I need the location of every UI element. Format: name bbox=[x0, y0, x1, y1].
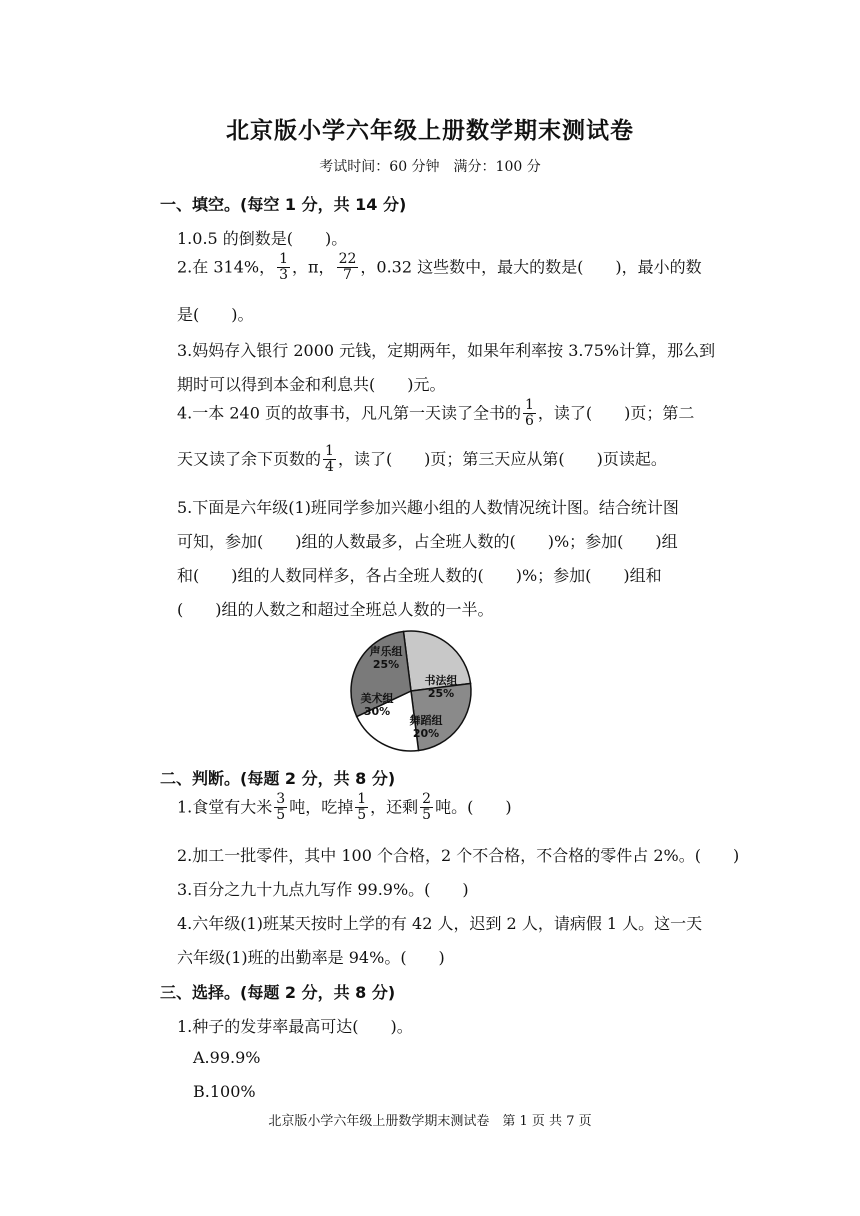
fraction-numerator: 1 bbox=[279, 251, 289, 267]
s1-question-1: 1.0.5 的倒数是( )。 bbox=[177, 229, 348, 248]
s2-question-2: 2.加工一批零件，其中 100 个合格，2 个不合格，不合格的零件占 2%。( ) bbox=[177, 846, 740, 865]
fraction-numerator: 3 bbox=[276, 791, 286, 807]
s2-q4-line-1: 4.六年级(1)班某天按时上学的有 42 人，迟到 2 人，请病假 1 人。这一天 bbox=[177, 914, 703, 933]
interest-group-pie-chart bbox=[348, 628, 474, 754]
s1-question-4 bbox=[177, 398, 694, 430]
pie-slice-value: 25% bbox=[427, 687, 455, 700]
s3-q1-option-a: A.99.9% bbox=[193, 1048, 261, 1067]
s1-q5-line-3: 和( )组的人数同样多，各占全班人数的( )%；参加( )组和 bbox=[177, 566, 662, 585]
page-footer: 北京版小学六年级上册数学期末测试卷 第 1 页 共 7 页 bbox=[268, 1114, 592, 1129]
s1-q4-text-4: ，读了( )页；第三天应从第( )页读起。 bbox=[337, 449, 667, 469]
s1-question-2 bbox=[177, 252, 702, 284]
pie-slice-label: 美术组 bbox=[360, 692, 394, 705]
fraction-denominator: 5 bbox=[276, 807, 286, 824]
pie-slice-value: 25% bbox=[372, 658, 400, 671]
s1-q5-line-4: ( )组的人数之和超过全班总人数的一半。 bbox=[177, 600, 494, 619]
s1-q2-text-2: ，π， bbox=[292, 257, 335, 277]
pie-slice-value: 30% bbox=[363, 705, 391, 718]
fraction-numerator: 1 bbox=[524, 397, 534, 413]
fraction-22-sevenths bbox=[337, 252, 359, 284]
s1-q5-line-2: 可知，参加( )组的人数最多，占全班人数的( )%；参加( )组 bbox=[177, 532, 678, 551]
s1-q2-text-1: 2.在 314%， bbox=[177, 257, 276, 277]
s1-q4-text-1: 4.一本 240 页的故事书，凡凡第一天读了全书的 bbox=[177, 403, 521, 423]
fraction-numerator: 1 bbox=[357, 791, 367, 807]
pie-slice-value: 20% bbox=[412, 727, 440, 740]
fraction-numerator: 1 bbox=[325, 443, 334, 459]
s3-q1-option-b: B.100% bbox=[193, 1082, 256, 1101]
fraction-one-fifth bbox=[355, 792, 368, 824]
fraction-two-fifths bbox=[420, 792, 433, 824]
s1-q2-text-3: ，0.32 这些数中，最大的数是( )，最小的数 bbox=[360, 257, 702, 277]
s1-q5-line-1: 5.下面是六年级(1)班同学参加兴趣小组的人数情况统计图。结合统计图 bbox=[177, 498, 679, 517]
s2-q1-text-2: 吨，吃掉 bbox=[289, 797, 354, 817]
pie-slice-label: 书法组 bbox=[424, 674, 458, 687]
fraction-one-third bbox=[277, 252, 290, 284]
page-title: 北京版小学六年级上册数学期末测试卷 bbox=[226, 118, 634, 144]
s1-q3-line-2: 期时可以得到本金和利息共( )元。 bbox=[177, 375, 446, 394]
fraction-one-quarter bbox=[323, 444, 336, 476]
s1-q4-text-2: ，读了( )页；第二 bbox=[537, 403, 695, 423]
fraction-denominator: 6 bbox=[524, 413, 534, 430]
s3-question-1: 1.种子的发芽率最高可达( )。 bbox=[177, 1017, 413, 1036]
section-2-heading: 二、判断。(每题 2 分，共 8 分) bbox=[160, 769, 396, 788]
exam-info: 考试时间：60 分钟 满分：100 分 bbox=[319, 159, 541, 175]
s1-q4-text-3: 天又读了余下页数的 bbox=[177, 449, 322, 469]
fraction-denominator: 5 bbox=[422, 807, 432, 824]
pie-slice-label: 声乐组 bbox=[369, 645, 403, 658]
s2-question-3: 3.百分之九十九点九写作 99.9%。( ) bbox=[177, 880, 469, 899]
s1-q3-line-1: 3.妈妈存入银行 2000 元钱，定期两年，如果年利率按 3.75%计算，那么到 bbox=[177, 341, 716, 360]
s2-q1-text-1: 1.食堂有大米 bbox=[177, 797, 273, 817]
s2-q1-text-3: ，还剩 bbox=[370, 797, 419, 817]
section-3-heading: 三、选择。(每题 2 分，共 8 分) bbox=[160, 983, 396, 1002]
fraction-one-sixth bbox=[523, 398, 536, 430]
fraction-denominator: 7 bbox=[343, 267, 352, 284]
s2-q4-line-2: 六年级(1)班的出勤率是 94%。( ) bbox=[177, 948, 445, 967]
s1-q2-line-2: 是( )。 bbox=[177, 305, 254, 324]
fraction-denominator: 3 bbox=[279, 267, 289, 284]
fraction-three-fifths bbox=[274, 792, 287, 824]
s2-question-1 bbox=[177, 792, 512, 824]
pie-slice-label: 舞蹈组 bbox=[409, 714, 443, 727]
fraction-numerator: 2 bbox=[422, 791, 432, 807]
fraction-denominator: 4 bbox=[325, 459, 334, 476]
fraction-denominator: 5 bbox=[357, 807, 367, 824]
section-1-heading: 一、填空。(每空 1 分，共 14 分) bbox=[160, 195, 407, 214]
fraction-numerator: 22 bbox=[338, 251, 357, 267]
s1-q4-line-2 bbox=[177, 444, 667, 476]
s2-q1-text-4: 吨。( ) bbox=[435, 797, 512, 817]
